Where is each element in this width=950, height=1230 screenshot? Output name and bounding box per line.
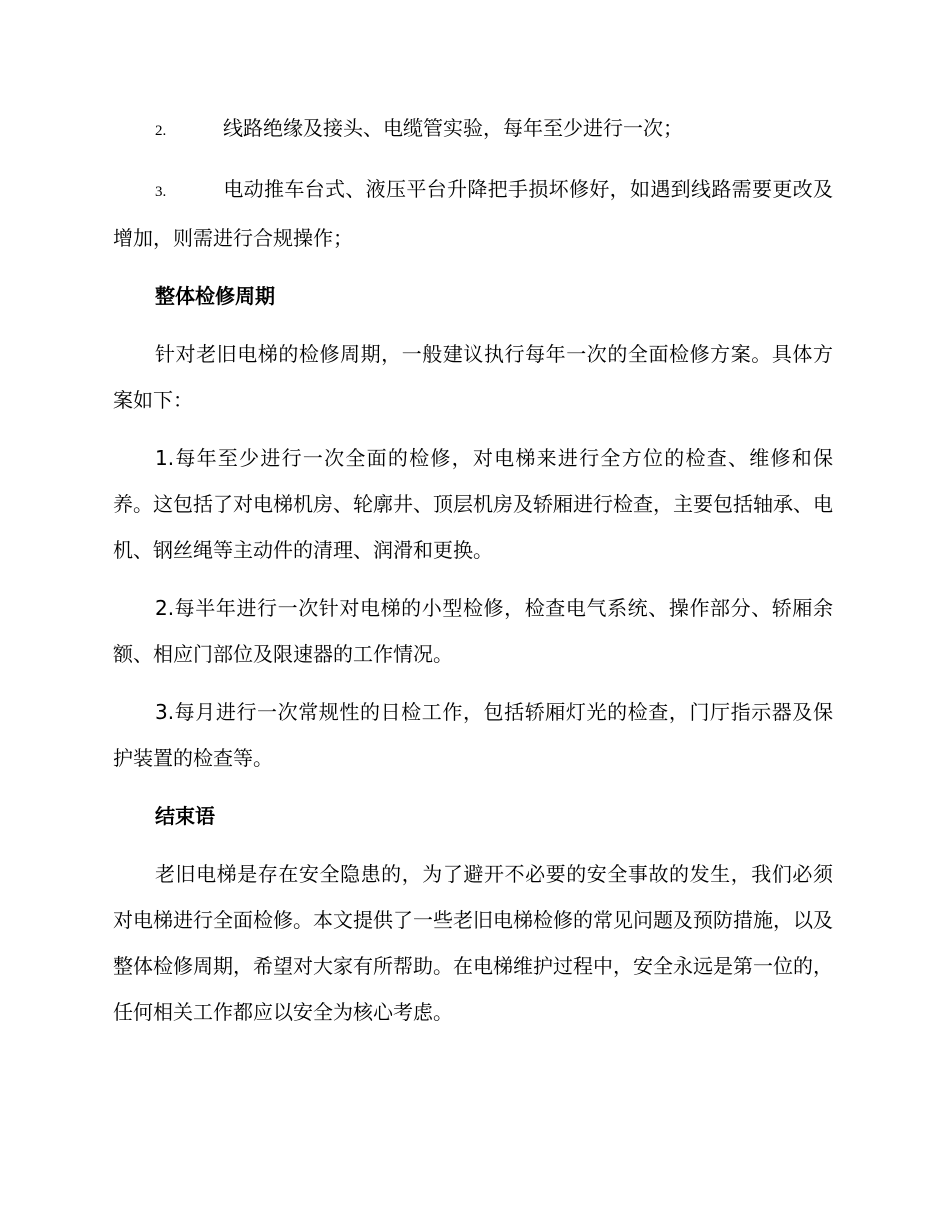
section-intro-paragraph: 针对老旧电梯的检修周期，一般建议执行每年一次的全面检修方案。具体方案如下： — [113, 342, 833, 412]
document-body — [113, 105, 833, 1047]
cycle-item-semiannual: 2.每半年进行一次针对电梯的小型检修，检查电气系统、操作部分、轿厢余额、相应门部位及限速器的工作情况。 — [113, 596, 833, 666]
section-heading-maintenance-cycle: 整体检修周期 — [155, 284, 275, 308]
cycle-item-monthly: 3.每月进行一次常规性的日检工作，包括轿厢灯光的检查，门厅指示器及保护装置的检查等。 — [113, 700, 833, 770]
list-number: 2. — [155, 123, 167, 139]
list-item — [113, 166, 833, 261]
conclusion-paragraph: 老旧电梯是存在安全隐患的，为了避开不必要的安全事故的发生，我们必须对电梯进行全面检修。本文提供了一些老旧电梯检修的常见问题及预防措施，以及整体检修周期，希望对大家有所帮助。在电梯维护过程中，安全永远是第一位的，任何相关工作都应以安全为核心考虑。 — [113, 862, 833, 1024]
list-text: 线路绝缘及接头、电缆管实验，每年至少进行一次； — [223, 116, 683, 140]
list-item — [113, 105, 833, 154]
list-number: 3. — [155, 184, 167, 200]
cycle-item-annual: 1.每年至少进行一次全面的检修，对电梯来进行全方位的检查、维修和保养。这包括了对电梯机房、轮廓井、顶层机房及轿厢进行检查，主要包括轴承、电机、钢丝绳等主动件的清理、润滑和更换。 — [113, 446, 833, 562]
list-text: 电动推车台式、液压平台升降把手损坏修好，如遇到线路需要更改及增加，则需进行合规操作； — [113, 177, 833, 250]
section-heading-conclusion: 结束语 — [155, 804, 215, 828]
